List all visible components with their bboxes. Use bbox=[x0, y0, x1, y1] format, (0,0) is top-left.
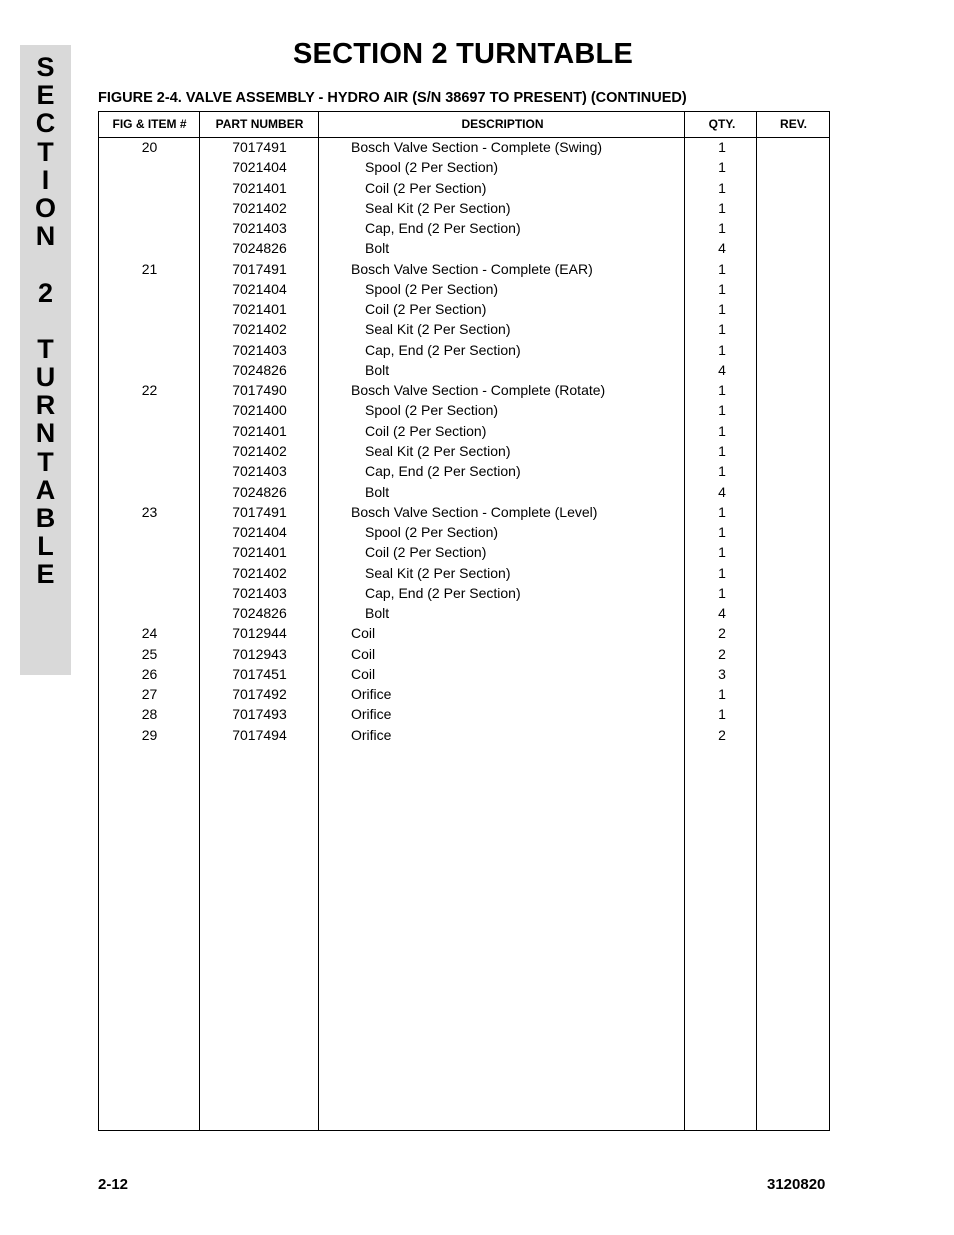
page-title: SECTION 2 TURNTABLE bbox=[293, 38, 633, 70]
cell-part-number: 7021401 bbox=[232, 301, 287, 318]
parts-table bbox=[98, 111, 830, 1131]
cell-fig-item bbox=[99, 564, 200, 584]
table-row bbox=[99, 523, 829, 543]
cell-fig-item bbox=[99, 523, 200, 543]
table-row bbox=[99, 685, 829, 705]
side-tab-letter: T bbox=[37, 136, 54, 167]
cell-qty: 1 bbox=[718, 442, 726, 459]
table-row bbox=[99, 462, 829, 482]
side-tab-letter: N bbox=[35, 418, 56, 449]
cell-fig-item bbox=[99, 483, 200, 503]
cell-part-number: 7021403 bbox=[232, 584, 287, 601]
cell-part-number: 7021404 bbox=[232, 280, 287, 297]
cell-fig-item: 27 bbox=[141, 686, 158, 703]
header-fig-item: FIG & ITEM # bbox=[112, 117, 187, 131]
cell-fig-item: 21 bbox=[141, 260, 158, 277]
cell-fig-item bbox=[99, 341, 200, 361]
cell-fig-item bbox=[99, 320, 200, 340]
cell-qty: 4 bbox=[718, 605, 726, 622]
cell-part-number: 7024826 bbox=[232, 605, 287, 622]
table-row bbox=[99, 705, 829, 725]
cell-fig-item bbox=[99, 179, 200, 199]
cell-description: Bolt bbox=[365, 483, 390, 500]
cell-qty: 1 bbox=[718, 544, 726, 561]
cell-qty: 4 bbox=[718, 483, 726, 500]
cell-fig-item bbox=[99, 462, 200, 482]
cell-description: Bosch Valve Section - Complete (EAR) bbox=[351, 260, 593, 277]
cell-description: Orifice bbox=[351, 726, 392, 743]
cell-qty: 1 bbox=[718, 686, 726, 703]
cell-part-number: 7017490 bbox=[232, 382, 287, 399]
cell-description: Spool (2 Per Section) bbox=[365, 280, 499, 297]
cell-qty: 1 bbox=[718, 179, 726, 196]
table-row bbox=[99, 564, 829, 584]
header-part-number: PART NUMBER bbox=[215, 117, 304, 131]
page-number: 2-12 bbox=[98, 1176, 129, 1193]
cell-qty: 1 bbox=[718, 260, 726, 277]
figure-caption: FIGURE 2-4. VALVE ASSEMBLY - HYDRO AIR (S/N 38697 TO PRESENT) (CONTINUED) bbox=[98, 90, 687, 106]
table-row bbox=[99, 179, 829, 199]
table-row bbox=[99, 199, 829, 219]
cell-description: Bosch Valve Section - Complete (Level) bbox=[351, 503, 598, 520]
side-tab-letter: 2 bbox=[37, 277, 54, 308]
cell-fig-item: 22 bbox=[141, 382, 158, 399]
cell-part-number: 7017491 bbox=[232, 139, 287, 155]
cell-description: Seal Kit (2 Per Section) bbox=[365, 442, 511, 459]
table-row bbox=[99, 138, 829, 158]
cell-fig-item bbox=[99, 300, 200, 320]
cell-fig-item bbox=[99, 401, 200, 421]
cell-description: Spool (2 Per Section) bbox=[365, 524, 499, 541]
cell-part-number: 7021402 bbox=[232, 564, 287, 581]
table-row bbox=[99, 158, 829, 178]
cell-description: Cap, End (2 Per Section) bbox=[365, 584, 521, 601]
table-row bbox=[99, 280, 829, 300]
table-row bbox=[99, 341, 829, 361]
cell-part-number: 7017493 bbox=[232, 706, 287, 723]
cell-fig-item: 29 bbox=[141, 726, 158, 743]
side-tab-letter: S bbox=[36, 52, 55, 82]
table-row bbox=[99, 726, 829, 746]
table-row bbox=[99, 483, 829, 503]
table-row bbox=[99, 300, 829, 320]
cell-qty: 1 bbox=[718, 280, 726, 297]
cell-part-number: 7021403 bbox=[232, 220, 287, 237]
cell-fig-item: 25 bbox=[141, 645, 158, 662]
cell-fig-item bbox=[99, 442, 200, 462]
cell-fig-item bbox=[99, 280, 200, 300]
cell-description: Seal Kit (2 Per Section) bbox=[365, 564, 511, 581]
cell-fig-item: 20 bbox=[141, 139, 158, 155]
side-tab-letter: A bbox=[35, 474, 56, 505]
cell-part-number: 7012943 bbox=[232, 645, 287, 662]
cell-part-number: 7021401 bbox=[232, 422, 287, 439]
cell-fig-item: 24 bbox=[141, 625, 158, 642]
side-tab-letter: T bbox=[37, 333, 54, 364]
cell-description: Coil (2 Per Section) bbox=[365, 544, 487, 561]
table-row bbox=[99, 604, 829, 624]
table-body bbox=[99, 138, 829, 746]
table-row bbox=[99, 422, 829, 442]
side-tab-letter: U bbox=[35, 362, 56, 393]
table-row bbox=[99, 442, 829, 462]
cell-part-number: 7024826 bbox=[232, 483, 287, 500]
table-row bbox=[99, 361, 829, 381]
section-side-tab bbox=[20, 45, 71, 675]
cell-fig-item bbox=[99, 584, 200, 604]
cell-qty: 1 bbox=[718, 524, 726, 541]
cell-description: Bolt bbox=[365, 240, 390, 257]
table-row bbox=[99, 584, 829, 604]
cell-qty: 1 bbox=[718, 564, 726, 581]
cell-qty: 1 bbox=[718, 584, 726, 601]
cell-qty: 1 bbox=[718, 503, 726, 520]
side-tab-letter: T bbox=[37, 446, 54, 477]
cell-description: Cap, End (2 Per Section) bbox=[365, 341, 521, 358]
cell-part-number: 7017494 bbox=[232, 726, 287, 743]
cell-qty: 2 bbox=[718, 645, 726, 662]
table-row bbox=[99, 503, 829, 523]
table-row bbox=[99, 665, 829, 685]
cell-description: Seal Kit (2 Per Section) bbox=[365, 321, 511, 338]
cell-description: Coil bbox=[351, 665, 376, 682]
side-tab-letter: O bbox=[34, 192, 56, 223]
cell-qty: 1 bbox=[718, 422, 726, 439]
cell-part-number: 7021404 bbox=[232, 524, 287, 541]
cell-description: Cap, End (2 Per Section) bbox=[365, 220, 521, 237]
table-row bbox=[99, 645, 829, 665]
cell-fig-item: 23 bbox=[141, 503, 158, 520]
cell-description: Bolt bbox=[365, 605, 390, 622]
cell-qty: 1 bbox=[718, 159, 726, 176]
cell-part-number: 7021404 bbox=[232, 159, 287, 176]
cell-qty: 1 bbox=[718, 402, 726, 419]
cell-part-number: 7017451 bbox=[232, 665, 287, 682]
table-row bbox=[99, 624, 829, 644]
cell-description: Cap, End (2 Per Section) bbox=[365, 463, 521, 480]
cell-fig-item bbox=[99, 219, 200, 239]
header-description: DESCRIPTION bbox=[461, 117, 544, 131]
header-rev: REV. bbox=[780, 117, 807, 131]
cell-part-number: 7012944 bbox=[232, 625, 287, 642]
cell-part-number: 7021402 bbox=[232, 442, 287, 459]
cell-description: Spool (2 Per Section) bbox=[365, 159, 499, 176]
side-tab-letter: L bbox=[37, 531, 54, 562]
cell-description: Seal Kit (2 Per Section) bbox=[365, 199, 511, 216]
cell-description: Coil bbox=[351, 645, 376, 662]
cell-description: Bosch Valve Section - Complete (Rotate) bbox=[351, 382, 606, 399]
cell-description: Bosch Valve Section - Complete (Swing) bbox=[351, 139, 603, 155]
cell-fig-item bbox=[99, 199, 200, 219]
cell-qty: 1 bbox=[718, 199, 726, 216]
cell-qty: 1 bbox=[718, 139, 726, 155]
cell-fig-item bbox=[99, 543, 200, 563]
cell-fig-item bbox=[99, 239, 200, 259]
side-tab-letter: E bbox=[36, 559, 55, 590]
side-tab-letters bbox=[20, 53, 71, 589]
header-qty: QTY. bbox=[708, 117, 736, 131]
cell-qty: 3 bbox=[718, 665, 726, 682]
cell-part-number: 7021401 bbox=[232, 544, 287, 561]
cell-part-number: 7017491 bbox=[232, 260, 287, 277]
cell-part-number: 7017491 bbox=[232, 503, 287, 520]
cell-part-number: 7021400 bbox=[232, 402, 287, 419]
cell-description: Coil (2 Per Section) bbox=[365, 301, 487, 318]
cell-description: Orifice bbox=[351, 706, 392, 723]
cell-qty: 1 bbox=[718, 220, 726, 237]
cell-qty: 2 bbox=[718, 625, 726, 642]
cell-description: Bolt bbox=[365, 361, 390, 378]
cell-qty: 1 bbox=[718, 382, 726, 399]
side-tab-letter: E bbox=[36, 80, 55, 111]
cell-description: Orifice bbox=[351, 686, 392, 703]
cell-part-number: 7024826 bbox=[232, 361, 287, 378]
cell-fig-item bbox=[99, 361, 200, 381]
cell-description: Spool (2 Per Section) bbox=[365, 402, 499, 419]
table-header-row bbox=[99, 112, 829, 138]
table-row bbox=[99, 260, 829, 280]
side-tab-letter: N bbox=[35, 221, 56, 252]
cell-fig-item: 28 bbox=[141, 706, 158, 723]
cell-qty: 1 bbox=[718, 321, 726, 338]
cell-qty: 1 bbox=[718, 463, 726, 480]
cell-part-number: 7021401 bbox=[232, 179, 287, 196]
table-row bbox=[99, 219, 829, 239]
side-tab-letter: R bbox=[35, 390, 56, 421]
table-row bbox=[99, 401, 829, 421]
cell-qty: 1 bbox=[718, 706, 726, 723]
cell-fig-item bbox=[99, 422, 200, 442]
side-tab-letter: C bbox=[35, 108, 56, 139]
cell-qty: 1 bbox=[718, 301, 726, 318]
side-tab-letter: B bbox=[35, 503, 56, 533]
cell-part-number: 7024826 bbox=[232, 240, 287, 257]
cell-description: Coil bbox=[351, 625, 376, 642]
document-number: 3120820 bbox=[767, 1176, 826, 1193]
cell-fig-item bbox=[99, 158, 200, 178]
cell-fig-item: 26 bbox=[141, 665, 158, 682]
cell-qty: 4 bbox=[718, 240, 726, 257]
table-row bbox=[99, 320, 829, 340]
cell-part-number: 7021403 bbox=[232, 341, 287, 358]
cell-part-number: 7017492 bbox=[232, 686, 287, 703]
cell-description: Coil (2 Per Section) bbox=[365, 179, 487, 196]
side-tab-letter: I bbox=[41, 164, 50, 195]
table-row bbox=[99, 381, 829, 401]
cell-part-number: 7021402 bbox=[232, 321, 287, 338]
table-row bbox=[99, 543, 829, 563]
cell-qty: 1 bbox=[718, 341, 726, 358]
cell-part-number: 7021403 bbox=[232, 463, 287, 480]
cell-qty: 4 bbox=[718, 361, 726, 378]
cell-fig-item bbox=[99, 604, 200, 624]
cell-qty: 2 bbox=[718, 726, 726, 743]
cell-description: Coil (2 Per Section) bbox=[365, 422, 487, 439]
cell-part-number: 7021402 bbox=[232, 199, 287, 216]
table-row bbox=[99, 239, 829, 259]
